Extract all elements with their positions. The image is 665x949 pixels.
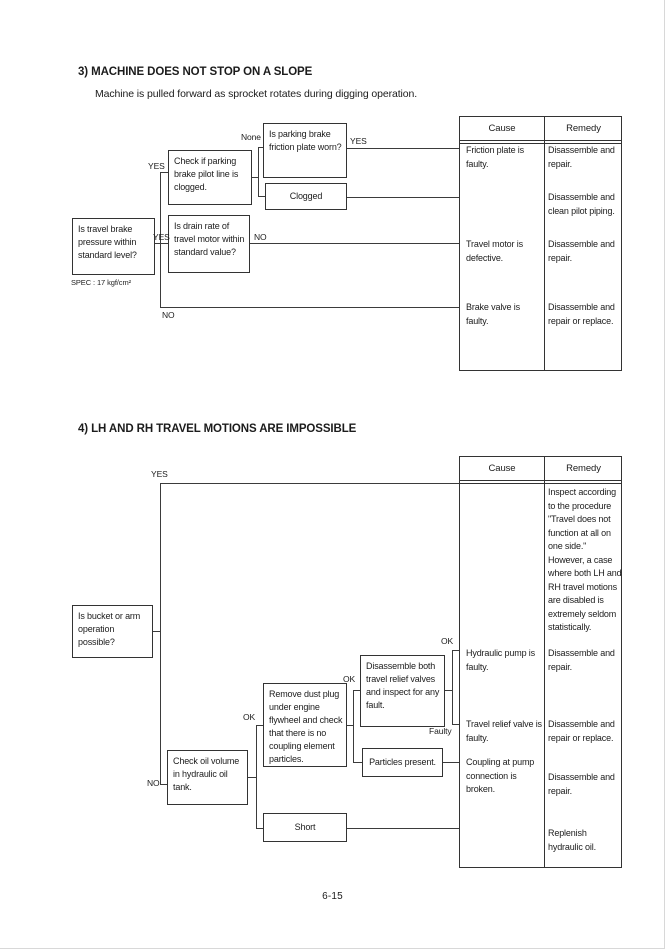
table-cell-cause: Friction plate is faulty. — [466, 145, 524, 169]
connector-line — [445, 690, 452, 691]
table-cell-remedy: Disassemble and clean pilot piping. — [548, 192, 615, 216]
box-check-oil-volume: Check oil volume in hydraulic oil tank. — [167, 750, 248, 805]
connector-line — [452, 650, 453, 725]
table-cell-cause: Brake valve is faulty. — [466, 302, 520, 326]
connector-line — [347, 148, 459, 149]
table-cell-remedy: Disassemble and repair. — [548, 145, 615, 169]
box-remove-dust-plug: Remove dust plug under engine flywheel and check that there is no coupling element particles. — [263, 683, 347, 767]
connector-line — [250, 243, 459, 244]
table-cause-header: Cause — [488, 123, 516, 134]
table-column-divider — [544, 457, 545, 867]
connector-line — [347, 197, 459, 198]
spec-note: SPEC : 17 kgf/cm² — [71, 278, 131, 287]
table-column-divider — [544, 117, 545, 370]
box-friction-plate-worn: Is parking brake friction plate worn? — [263, 123, 347, 178]
box-bucket-arm-operation: Is bucket or arm operation possible? — [72, 605, 153, 658]
connector-line — [155, 243, 168, 244]
table-cell-cause: Travel motor is defective. — [466, 239, 523, 263]
label-ok: OK — [441, 636, 454, 646]
section3-title: 3) MACHINE DOES NOT STOP ON A SLOPE — [78, 66, 313, 78]
table-cell-remedy: Disassemble and repair. — [548, 772, 615, 796]
table-cell-remedy: Disassemble and repair. — [548, 648, 615, 672]
connector-line — [256, 725, 257, 829]
label-no: NO — [162, 310, 175, 320]
connector-line — [160, 172, 168, 173]
box-travel-brake-pressure: Is travel brake pressure within standard level? — [72, 218, 155, 275]
connector-line — [452, 724, 459, 725]
box-clogged: Clogged — [265, 183, 347, 210]
label-no: NO — [254, 232, 267, 242]
connector-line — [153, 631, 161, 632]
cause-remedy-table — [459, 116, 622, 371]
connector-line — [160, 483, 459, 484]
table-cell-remedy: Disassemble and repair or replace. — [548, 302, 615, 326]
connector-line — [160, 307, 459, 308]
label-no: NO — [147, 778, 160, 788]
label-yes: YES — [151, 469, 168, 479]
table-cause-header: Cause — [488, 463, 516, 474]
table-header-line — [460, 140, 621, 141]
connector-line — [443, 762, 459, 763]
label-faulty: Faulty — [429, 726, 452, 736]
table-cell-remedy: Disassemble and repair or replace. — [548, 719, 615, 743]
label-ok: OK — [343, 674, 356, 684]
page-number: 6-15 — [322, 891, 343, 902]
section3-subtitle: Machine is pulled forward as sprocket rotates during digging operation. — [95, 88, 418, 100]
connector-line — [452, 650, 459, 651]
box-check-pilot-line: Check if parking brake pilot line is clogged. — [168, 150, 252, 205]
table-cell-remedy: Disassemble and repair. — [548, 239, 615, 263]
table-remedy-header: Remedy — [566, 123, 601, 134]
connector-line — [347, 828, 459, 829]
table-cell-remedy: Inspect according to the procedure "Travel does not function at all on one side." However, a case where both LH and RH travel motions are disabled is extremely seldom statistically. — [548, 487, 622, 632]
box-particles-present: Particles present. — [362, 748, 443, 777]
table-header-line — [460, 480, 621, 481]
cause-remedy-table — [459, 456, 622, 868]
connector-line — [258, 147, 259, 197]
table-remedy-header: Remedy — [566, 463, 601, 474]
table-cell-remedy: Replenish hydraulic oil. — [548, 828, 596, 852]
label-none: None — [241, 132, 261, 142]
table-header-line — [460, 483, 621, 484]
connector-line — [353, 690, 354, 763]
box-drain-rate: Is drain rate of travel motor within standard value? — [168, 215, 250, 273]
box-disassemble-relief-valves: Disassemble both travel relief valves and inspect for any fault. — [360, 655, 445, 727]
section4-title: 4) LH AND RH TRAVEL MOTIONS ARE IMPOSSIBLE — [78, 423, 357, 435]
label-ok: OK — [243, 712, 256, 722]
label-yes: YES — [153, 232, 170, 242]
table-cell-cause: Travel relief valve is faulty. — [466, 719, 542, 743]
label-yes: YES — [148, 161, 165, 171]
connector-line — [160, 483, 161, 784]
box-short: Short — [263, 813, 347, 842]
label-yes: YES — [350, 136, 367, 146]
table-cell-cause: Coupling at pump connection is broken. — [466, 757, 535, 794]
table-cell-cause: Hydraulic pump is faulty. — [466, 648, 535, 672]
